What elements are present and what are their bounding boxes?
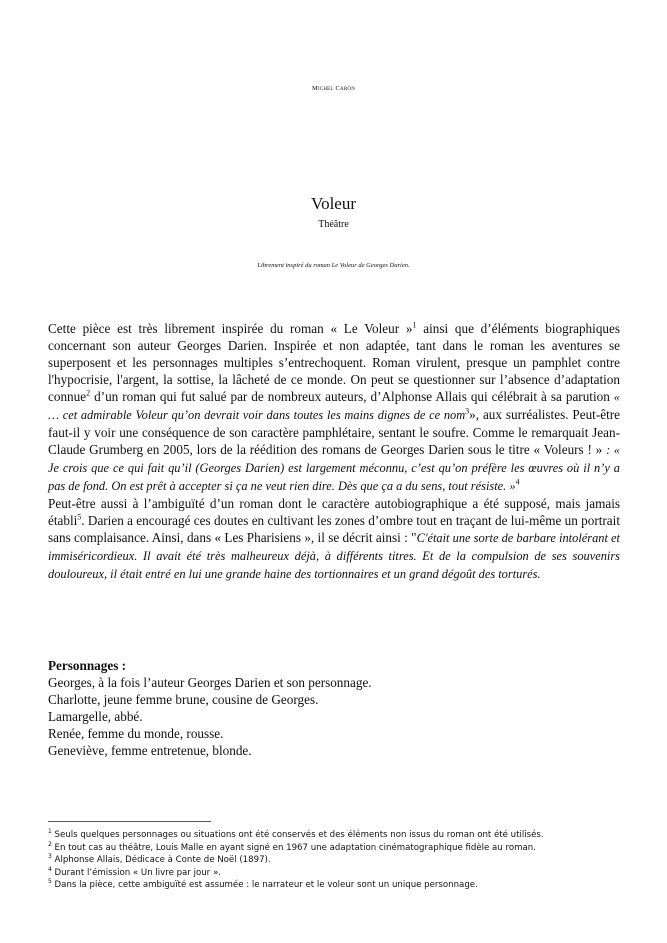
footnote-3: $^3$ Alphonse Allais, Dédicace à Conte de Noël (1897).	[48, 853, 271, 865]
character-item: Lamargelle, abbé.	[48, 709, 143, 724]
character-item: Renée, femme du monde, rousse.	[48, 726, 224, 741]
allais-quote: « … cet admirable Voleur qu’on devrait voir dans toutes les mains dignes de ce nom	[48, 390, 620, 422]
character-item: Georges, à la fois l’auteur Georges Darien et son personnage.	[48, 675, 372, 690]
intro-paragraph-1: Cette pièce est très librement inspirée du roman « Le Voleur »$^1$ ainsi que d’éléments biographiques concernant son auteur Georges Darien. Inspirée et non adaptée, tant dans le roman les aventures se superposent et les personnages multiples s’entrechoquent. Roman virulent, presque un pamphlet contre l'hypocrisie, l'argent, la sottise, la lâcheté de ce monde. On peut se questionner sur l’absence d’adaptation connue$^2$ d’un roman qui fut salué par de nombreux auteurs, d’Alphonse Allais qui célébrait à sa parution « … cet admirable Voleur qu’on devrait voir dans toutes les mains dignes de ce nom$^3$», aux surréalistes. Peut-être faut-il y voir une conséquence de son caractère pamphlétaire, sentant le soufre. Comme le remarquait Jean-Claude Grumberg en 2005, lors de la réédition des romans de Georges Darien sous le titre « Voleurs ! » : « Je crois que ce qui fait qu’il (Georges Darien) est largement méconnu, c’est qu’on préfère les œuvres où il n’y a pas de fond. On est prêt à accepter si ça ne veut rien dire. Dès que ça a du sens, tout résiste. »$^4$	[48, 320, 621, 493]
footnote-separator	[48, 821, 211, 822]
footnote-2: $^2$ En tout cas au théâtre, Louis Malle en ayant signé en 1967 une adaptation cinématographique fidèle au roman.	[48, 840, 536, 853]
character-item: Charlotte, jeune femme brune, cousine de Georges.	[48, 692, 319, 707]
play-title: Voleur	[310, 194, 356, 213]
running-header: Michel Caron	[311, 85, 356, 92]
footnote-ref-1[interactable]: 1	[412, 320, 417, 330]
inspired-by-note: Librement inspiré du roman Le Voleur de Georges Darien.	[257, 262, 410, 269]
footnote-5: $^5$ Dans la pièce, cette ambiguïté est assumée : le narrateur et le voleur sont un unique personnage.	[48, 878, 478, 890]
footnote-ref-4[interactable]: 4	[515, 477, 520, 487]
grumberg-quote: : « Je crois que ce qui fait qu’il (Georges Darien) est largement méconnu, c’est qu’on préfère les œuvres où il n’y a pas de fond. On est prêt à accepter si ça ne veut rien dire. Dès que ça a du sens, tout résiste. »	[48, 443, 621, 493]
footnote-ref-2[interactable]: 2	[86, 388, 91, 398]
footnote-1: $^1$ Seuls quelques personnages ou situations ont été conservés et des éléments non issus du roman ont été utilisés.	[48, 828, 544, 840]
footnotes	[48, 829, 628, 892]
characters-list	[48, 657, 620, 759]
intro-paragraph-2: Peut-être aussi à l’ambiguïté d’un roman dont le caractère autobiographique a été supposé, mais jamais établi$^5$. Darien a encouragé ces doutes en cultivant les zones d’ombre tout en traçant de lui-même un portrait sans complaisance. Ainsi, dans « Les Pharisiens », il se décrit ainsi : "C'était une sorte de barbare intolérant et immiséricordieux. Il avait été très malheureux déjà, à différents titres. Et de la compulsion de ses souvenirs douloureux, il était entré en lui une grande haine des tortionnaires et un grand dégoût des torturés.	[48, 496, 620, 581]
footnote-ref-5[interactable]: 5	[77, 512, 82, 522]
character-item: Geneviève, femme entretenue, blonde.	[48, 743, 252, 758]
footnote-ref-3[interactable]: 3	[465, 406, 470, 416]
characters-heading: Personnages :	[48, 658, 127, 673]
play-subtitle: Théâtre	[318, 219, 349, 230]
footnote-4: $^4$ Durant l’émission « Un livre par jour ».	[48, 865, 221, 878]
pharisiens-quote: C'était une sorte de barbare intolérant et immiséricordieux. Il avait été très malheureux déjà, à différents titres. Et de la compulsion de ses souvenirs douloureux, il était entré en lui une grande haine des tortionnaires et un grand dégoût des torturés.	[48, 531, 620, 581]
introduction-text	[48, 320, 620, 583]
